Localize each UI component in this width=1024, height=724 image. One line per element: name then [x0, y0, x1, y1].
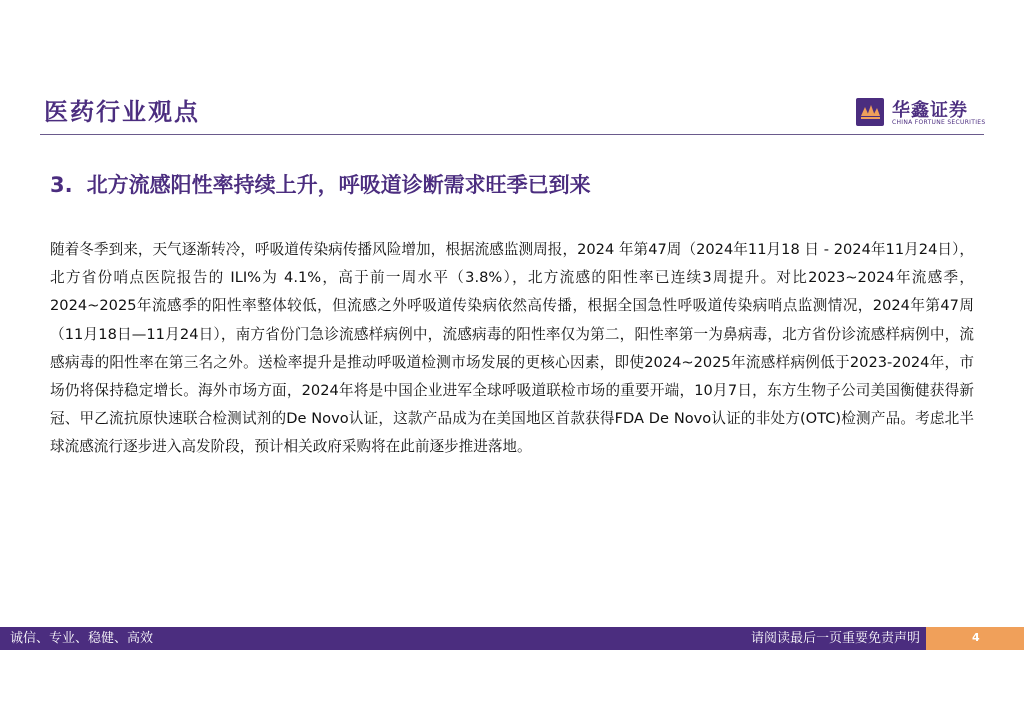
logo-english-name: CHINA FORTUNE SECURITIES — [892, 119, 986, 126]
section-title-text: 北方流感阳性率持续上升，呼吸道诊断需求旺季已到来 — [86, 173, 591, 197]
section-heading — [50, 170, 591, 200]
footer-bar — [0, 627, 1024, 650]
header-divider — [40, 134, 984, 135]
logo-chinese-name: 华鑫证券 — [892, 100, 968, 121]
page-number-box — [926, 627, 1024, 650]
header-title: 医药行业观点 — [44, 98, 200, 126]
company-logo — [856, 98, 986, 130]
page-number: 4 — [972, 631, 980, 644]
section-number: 3. — [50, 173, 73, 197]
footer-slogan: 诚信、专业、稳健、高效 — [10, 631, 154, 646]
logo-mark-icon — [856, 98, 884, 126]
footer-disclaimer: 请阅读最后一页重要免责声明 — [750, 631, 920, 646]
body-paragraph: 随着冬季到来，天气逐渐转冷，呼吸道传染病传播风险增加，根据流感监测周报，2024 年第47周（2024年11月18 日 - 2024年11月24日），北方省份哨点医院报告的 ILI%为 4.1%，高于前一周水平（3.8%），北方流感的阳性率已连续3周提升。对比2023~2024年流感季，2024~2025年流感季的阳性率整体较低，但流感之外呼吸道传染病依然高传播，根据全国急性呼吸道传染病哨点监测情况，2024年第47周（11月18日—11月24日），南方省份门急诊流感样病例中，流感病毒的阳性率仅为第二，阳性率第一为鼻病毒，北方省份诊流感样病例中，流感病毒的阳性率在第三名之外。送检率提升是推动呼吸道检测市场发展的更核心因素，即使2024~2025年流感样病例低于2023-2024年，市场仍将保持稳定增长。海外市场方面，2024年将是中国企业进军全球呼吸道联检市场的重要开端，10月7日，东方生物子公司美国衡健获得新冠、甲乙流抗原快速联合检测试剂的De Novo认证，这款产品成为在美国地区首款获得FDA De Novo认证的非处方(OTC)检测产品。考虑北半球流感流行逐步进入高发阶段，预计相关政府采购将在此前逐步推进落地。 — [50, 241, 974, 456]
